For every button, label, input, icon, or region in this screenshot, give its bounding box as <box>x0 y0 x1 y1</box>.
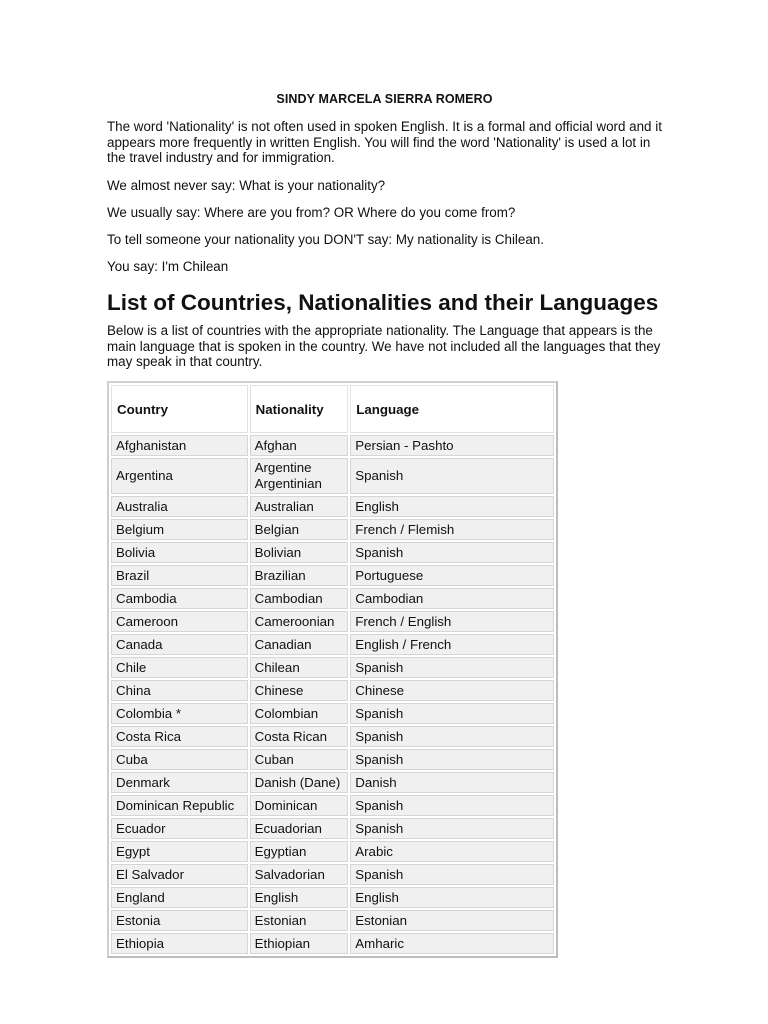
table-row <box>111 703 554 724</box>
header-country: Country <box>111 385 248 433</box>
country-cell: Cambodia <box>111 588 248 609</box>
nationality-cell: Danish (Dane) <box>250 772 349 793</box>
language-cell: Spanish <box>350 864 554 885</box>
nationality-cell: Colombian <box>250 703 349 724</box>
language-cell: Cambodian <box>350 588 554 609</box>
language-cell: Spanish <box>350 795 554 816</box>
country-cell: Chile <box>111 657 248 678</box>
nationality-cell: Ecuadorian <box>250 818 349 839</box>
language-cell: Estonian <box>350 910 554 931</box>
language-cell: Chinese <box>350 680 554 701</box>
table-row <box>111 910 554 931</box>
language-cell: Spanish <box>350 657 554 678</box>
table-row <box>111 634 554 655</box>
nationality-cell: Belgian <box>250 519 349 540</box>
country-cell: Cameroon <box>111 611 248 632</box>
nationality-cell: Estonian <box>250 910 349 931</box>
nationality-cell: English <box>250 887 349 908</box>
country-cell: Belgium <box>111 519 248 540</box>
country-cell: Dominican Republic <box>111 795 248 816</box>
table-row <box>111 588 554 609</box>
language-cell: Danish <box>350 772 554 793</box>
table-row <box>111 542 554 563</box>
nationality-cell: Afghan <box>250 435 349 456</box>
country-cell: China <box>111 680 248 701</box>
table-row <box>111 795 554 816</box>
table-row <box>111 818 554 839</box>
country-cell: Colombia * <box>111 703 248 724</box>
table-header-row <box>111 385 554 433</box>
intro-paragraph: The word 'Nationality' is not often used in spoken English. It is a formal and official word and it appears more frequently in written English. You will find the word 'Nationality' is used a lot in the travel industry and for immigration. <box>107 119 662 165</box>
table-row <box>111 841 554 862</box>
country-cell: Argentina <box>111 458 248 494</box>
nationality-cell: Brazilian <box>250 565 349 586</box>
table-row <box>111 680 554 701</box>
country-cell: Brazil <box>111 565 248 586</box>
nationality-cell: Salvadorian <box>250 864 349 885</box>
header-nationality: Nationality <box>250 385 349 433</box>
nationality-cell: Costa Rican <box>250 726 349 747</box>
country-cell: Denmark <box>111 772 248 793</box>
country-cell: Cuba <box>111 749 248 770</box>
nationality-cell: Australian <box>250 496 349 517</box>
table-row <box>111 726 554 747</box>
country-cell: Canada <box>111 634 248 655</box>
language-cell: Arabic <box>350 841 554 862</box>
language-cell: English <box>350 887 554 908</box>
table-intro-paragraph: Below is a list of countries with the appropriate nationality. The Language that appears is the main language that is spoken in the country. We have not included all the languages that they may speak in that country. <box>107 323 661 369</box>
language-cell: French / Flemish <box>350 519 554 540</box>
language-cell: Amharic <box>350 933 554 954</box>
country-cell: Afghanistan <box>111 435 248 456</box>
language-cell: Spanish <box>350 542 554 563</box>
language-cell: Portuguese <box>350 565 554 586</box>
nationality-cell: Cameroonian <box>250 611 349 632</box>
language-cell: Spanish <box>350 818 554 839</box>
nationality-cell: Chinese <box>250 680 349 701</box>
language-cell: Spanish <box>350 749 554 770</box>
table-row <box>111 749 554 770</box>
country-cell: Ecuador <box>111 818 248 839</box>
header-language: Language <box>350 385 554 433</box>
language-cell: Spanish <box>350 703 554 724</box>
table-row <box>111 458 554 494</box>
you-say-line: You say: I'm Chilean <box>107 259 229 274</box>
country-cell: Bolivia <box>111 542 248 563</box>
nationality-cell: Egyptian <box>250 841 349 862</box>
country-cell: Costa Rica <box>111 726 248 747</box>
nationality-cell: Cambodian <box>250 588 349 609</box>
table-row <box>111 933 554 954</box>
dont-say-line: To tell someone your nationality you DON'T say: My nationality is Chilean. <box>107 232 544 247</box>
table-body <box>111 435 554 954</box>
language-cell: English / French <box>350 634 554 655</box>
section-heading: List of Countries, Nationalities and their Languages <box>107 290 659 315</box>
nationality-table <box>107 381 558 958</box>
table-row <box>111 435 554 456</box>
language-cell: Spanish <box>350 458 554 494</box>
nationality-cell: Cuban <box>250 749 349 770</box>
country-cell: Australia <box>111 496 248 517</box>
table-row <box>111 772 554 793</box>
table-row <box>111 887 554 908</box>
language-cell: Spanish <box>350 726 554 747</box>
nationality-cell: Bolivian <box>250 542 349 563</box>
table-row <box>111 611 554 632</box>
country-cell: Egypt <box>111 841 248 862</box>
language-cell: Persian - Pashto <box>350 435 554 456</box>
nationality-cell: Canadian <box>250 634 349 655</box>
table-row <box>111 496 554 517</box>
language-cell: French / English <box>350 611 554 632</box>
never-say-line: We almost never say: What is your nationality? <box>107 178 386 193</box>
nationality-cell: Ethiopian <box>250 933 349 954</box>
table-row <box>111 864 554 885</box>
table-row <box>111 519 554 540</box>
usually-say-line: We usually say: Where are you from? OR Where do you come from? <box>107 205 516 220</box>
table-row <box>111 657 554 678</box>
nationality-cell: Argentine Argentinian <box>250 458 349 494</box>
country-cell: England <box>111 887 248 908</box>
country-cell: Ethiopia <box>111 933 248 954</box>
language-cell: English <box>350 496 554 517</box>
table-row <box>111 565 554 586</box>
nationality-cell: Dominican <box>250 795 349 816</box>
country-cell: El Salvador <box>111 864 248 885</box>
author-name: SINDY MARCELA SIERRA ROMERO <box>276 92 493 106</box>
country-cell: Estonia <box>111 910 248 931</box>
nationality-cell: Chilean <box>250 657 349 678</box>
